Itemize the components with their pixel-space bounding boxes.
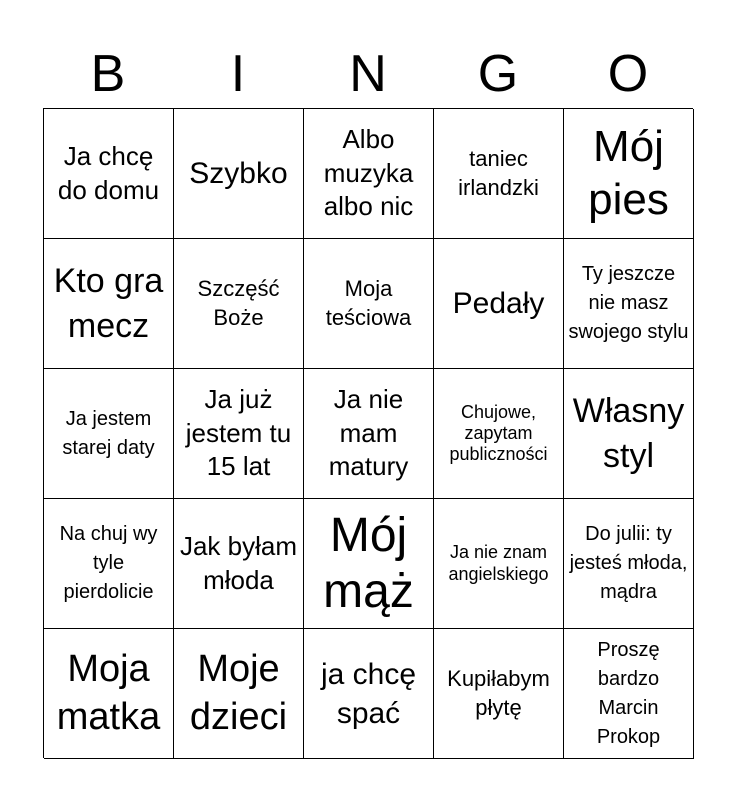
bingo-cell	[564, 369, 694, 499]
bingo-cell-text: Na chuj wy tyle pierdolicie	[59, 523, 158, 603]
bingo-cell-text: Szybko	[189, 157, 288, 190]
bingo-cell-text: Szczęść Boże	[197, 275, 280, 330]
bingo-cell-text: Proszę bardzo Marcin Prokop	[596, 638, 661, 748]
bingo-cell-text: Ja nie mam matury	[328, 383, 409, 482]
bingo-cell	[434, 629, 564, 759]
bingo-cell-text: Mój mąż	[323, 509, 414, 618]
header-letter-o: O	[607, 45, 649, 103]
bingo-cell	[174, 499, 304, 629]
bingo-card	[43, 108, 693, 758]
bingo-cell	[564, 109, 694, 239]
bingo-cell-text: Ty jeszcze nie masz swojego stylu	[568, 263, 689, 343]
bingo-cell-text: Moja teściowa	[325, 275, 412, 330]
bingo-cell	[44, 499, 174, 629]
bingo-cell-text: ja chcę spać	[320, 657, 417, 730]
bingo-cell	[44, 239, 174, 369]
bingo-cell	[174, 239, 304, 369]
bingo-cell-text: Mój pies	[588, 121, 669, 224]
bingo-cell-text: Ja jestem starej daty	[62, 407, 155, 459]
bingo-cell-text: Kto gra mecz	[53, 262, 164, 345]
bingo-cell-text: Kupiłabym płytę	[447, 665, 550, 720]
bingo-cell-text: Pedały	[452, 287, 545, 320]
bingo-cell	[564, 499, 694, 629]
bingo-cell-text: Albo muzyka albo nic	[323, 123, 414, 222]
bingo-cell-text: Własny styl	[572, 392, 685, 475]
bingo-cell	[174, 369, 304, 499]
bingo-cell	[434, 239, 564, 369]
bingo-cell-text: Jak byłam młoda	[179, 530, 298, 595]
header-letter-n: N	[349, 45, 387, 103]
bingo-cell-text: taniec irlandzki	[458, 145, 539, 200]
bingo-cell	[434, 109, 564, 239]
bingo-cell	[44, 369, 174, 499]
bingo-cell	[564, 239, 694, 369]
bingo-cell	[174, 629, 304, 759]
bingo-cell-text: Ja nie znam angielskiego	[448, 542, 549, 584]
header-letter-g: G	[477, 45, 519, 103]
bingo-cell	[304, 499, 434, 629]
bingo-cell-text: Moje dzieci	[189, 648, 288, 738]
bingo-cell-text: Ja chcę do domu	[57, 140, 160, 205]
bingo-cell	[304, 239, 434, 369]
header-letter-i: I	[230, 45, 246, 103]
bingo-cell	[304, 369, 434, 499]
header-letter-b: B	[90, 45, 126, 103]
bingo-cell-text: Moja matka	[56, 648, 161, 738]
bingo-cell-text: Ja już jestem tu 15 lat	[185, 383, 292, 482]
bingo-cell	[44, 109, 174, 239]
bingo-cell	[304, 109, 434, 239]
bingo-cell	[174, 109, 304, 239]
bingo-cell	[564, 629, 694, 759]
bingo-cell	[304, 629, 434, 759]
bingo-cell	[44, 629, 174, 759]
bingo-cell-text: Do julii: ty jesteś młoda, mądra	[569, 523, 688, 603]
bingo-cell	[434, 499, 564, 629]
bingo-cell-text: Chujowe, zapytam publiczności	[449, 401, 548, 465]
bingo-cell	[434, 369, 564, 499]
bingo-header	[43, 40, 693, 108]
